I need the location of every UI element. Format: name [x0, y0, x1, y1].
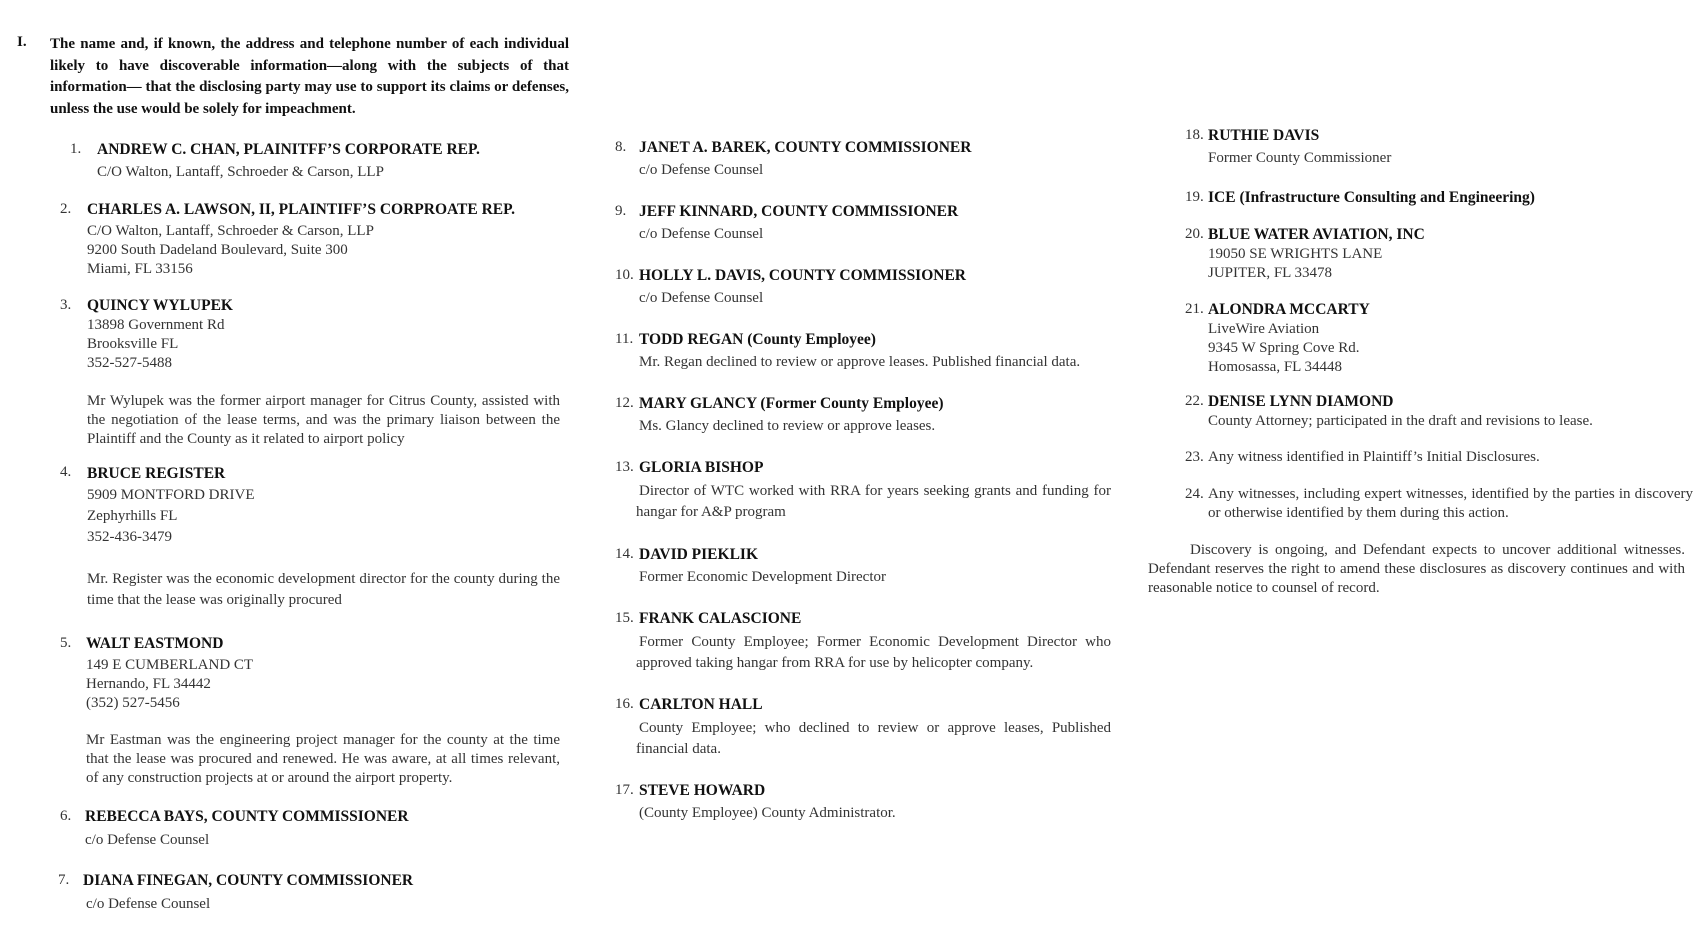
witness-item [58, 871, 413, 914]
item-number: 15. [615, 610, 634, 626]
witness-item [1185, 126, 1391, 168]
witness-name: DAVID PIEKLIK [639, 546, 759, 563]
witness-name: JEFF KINNARD, COUNTY COMMISSIONER [639, 203, 959, 220]
witness-detail: County Attorney; participated in the draft and revisions to lease. [1208, 413, 1593, 429]
item-number: 11. [615, 331, 634, 347]
witness-item [615, 138, 971, 180]
witness-address: c/o Defense Counsel [86, 896, 211, 912]
witness-item [60, 200, 515, 279]
witness-name: TODD REGAN (County Employee) [639, 331, 876, 348]
witness-name: ANDREW C. CHAN, PLAINITFF’S CORPORATE REP. [97, 141, 480, 158]
witness-name: ICE (Infrastructure Consulting and Engineering) [1208, 189, 1535, 206]
witness-description: Mr Eastman was the engineering project manager for the county at the time that the lease was procured and renewed. He was aware, at all times relevant, of any construction projects at or around the airport property. [86, 732, 560, 786]
witness-address: c/o Defense Counsel [639, 162, 764, 178]
item-number: 1. [70, 141, 82, 157]
witness-item [1185, 448, 1540, 467]
witness-name: BLUE WATER AVIATION, INC [1208, 226, 1425, 243]
item-number: 6. [60, 808, 72, 824]
witness-name: ALONDRA MCCARTY [1208, 301, 1370, 318]
witness-detail: (County Employee) County Administrator. [639, 805, 896, 821]
item-number: 4. [60, 464, 72, 480]
witness-item [1185, 485, 1693, 523]
witness-item [615, 545, 886, 587]
witness-address: Hernando, FL 34442 [86, 676, 211, 692]
witness-item [615, 330, 1080, 372]
witness-address: c/o Defense Counsel [639, 290, 764, 306]
witness-address: 13898 Government Rd [87, 317, 225, 333]
witness-name: QUINCY WYLUPEK [87, 297, 233, 314]
witness-address: 9200 South Dadeland Boulevard, Suite 300 [87, 242, 348, 258]
witness-item [1185, 188, 1535, 208]
witness-name: BRUCE REGISTER [87, 465, 226, 482]
witness-description: Former County Employee; Former Economic Development Director who approved taking hangar from RRA for use by helicopter company. [636, 634, 1111, 671]
witness-description: Director of WTC worked with RRA for years seeking grants and funding for hangar for A&P program [636, 483, 1111, 520]
witness-name: RUTHIE DAVIS [1208, 127, 1320, 144]
item-number: 7. [58, 872, 70, 888]
witness-name: JANET A. BAREK, COUNTY COMMISSIONER [639, 139, 972, 156]
witness-address: Brooksville FL [87, 336, 179, 352]
witness-item [615, 202, 958, 244]
witness-name: HOLLY L. DAVIS, COUNTY COMMISSIONER [639, 267, 966, 284]
item-number: 13. [615, 459, 634, 475]
witness-address: LiveWire Aviation [1208, 321, 1320, 337]
witness-address: 19050 SE WRIGHTS LANE [1208, 246, 1383, 262]
item-number: 9. [615, 203, 627, 219]
witness-name: FRANK CALASCIONE [639, 610, 802, 627]
witness-item [60, 463, 560, 611]
witness-item [615, 266, 966, 308]
item-number: 8. [615, 139, 627, 155]
item-number: 20. [1185, 226, 1204, 242]
witness-name: CHARLES A. LAWSON, II, PLAINTIFF’S CORPROATE REP. [87, 201, 516, 218]
witness-item [615, 781, 896, 823]
witness-name: CARLTON HALL [639, 696, 763, 713]
witness-item [1185, 392, 1593, 431]
witness-detail: Former Economic Development Director [639, 569, 887, 585]
witness-item [1185, 225, 1425, 283]
witness-name: DENISE LYNN DIAMOND [1208, 393, 1394, 410]
section-number: I. [17, 34, 27, 50]
witness-item [615, 394, 944, 436]
witness-phone: 352-436-3479 [87, 529, 172, 545]
witness-address: Homosassa, FL 34448 [1208, 359, 1343, 375]
witness-item [70, 140, 480, 182]
witness-address: C/O Walton, Lantaff, Schroeder & Carson, LLP [97, 164, 384, 180]
witness-detail: Mr. Regan declined to review or approve leases. Published financial data. [639, 354, 1081, 370]
witness-item [615, 609, 1111, 674]
section-heading: The name and, if known, the address and telephone number of each individual likely to have discoverable information—along with the subjects of that information— that the disclosing party may use to support its claims or defenses, unless the use would be solely for impeachment. [50, 36, 569, 117]
closing-paragraph: Discovery is ongoing, and Defendant expects to uncover additional witnesses. Defendant reserves the right to amend these disclosures as discovery continues and with reasonable notice to counsel of record. [1148, 542, 1685, 596]
witness-address: C/O Walton, Lantaff, Schroeder & Carson, LLP [87, 223, 374, 239]
witness-name: REBECCA BAYS, COUNTY COMMISSIONER [85, 808, 409, 825]
witness-address: c/o Defense Counsel [639, 226, 764, 242]
witness-name: GLORIA BISHOP [639, 459, 764, 476]
witness-item [615, 458, 1111, 523]
item-number: 22. [1185, 393, 1204, 409]
item-number: 21. [1185, 301, 1204, 317]
witness-description: Mr. Register was the economic development director for the county during the time that the lease was originally procured [87, 571, 560, 608]
witness-detail: Ms. Glancy declined to review or approve leases. [639, 418, 936, 434]
item-number: 12. [615, 395, 634, 411]
witness-address: 5909 MONTFORD DRIVE [87, 487, 255, 503]
item-number: 5. [60, 635, 72, 651]
item-number: 14. [615, 546, 634, 562]
item-number: 23. [1185, 449, 1204, 465]
witness-phone: 352-527-5488 [87, 355, 172, 371]
item-number: 10. [615, 267, 634, 283]
witness-address: 149 E CUMBERLAND CT [86, 657, 254, 673]
witness-item [60, 634, 560, 788]
witness-item [1185, 300, 1370, 377]
witness-text: Any witness identified in Plaintiff’s Initial Disclosures. [1208, 449, 1540, 465]
witness-phone: (352) 527-5456 [86, 695, 180, 711]
item-number: 19. [1185, 189, 1204, 205]
item-number: 3. [60, 297, 72, 313]
witness-address: 9345 W Spring Cove Rd. [1208, 340, 1360, 356]
item-number: 16. [615, 696, 634, 712]
item-number: 17. [615, 782, 634, 798]
item-number: 2. [60, 201, 72, 217]
witness-name: STEVE HOWARD [639, 782, 766, 799]
witness-address: Zephyrhills FL [87, 508, 178, 524]
witness-name: WALT EASTMOND [86, 635, 224, 652]
item-number: 18. [1185, 127, 1204, 143]
witness-description: County Employee; who declined to review or approve leases, Published financial data. [636, 720, 1111, 757]
witness-item [60, 296, 560, 449]
witness-description: Mr Wylupek was the former airport manager for Citrus County, assisted with the negotiation of the lease terms, and was the primary liaison between the Plaintiff and the County as it related to airport policy [87, 393, 560, 447]
witness-item [60, 807, 409, 850]
witness-detail: Former County Commissioner [1208, 150, 1392, 166]
witness-name: DIANA FINEGAN, COUNTY COMMISSIONER [83, 872, 414, 889]
witness-text: Any witnesses, including expert witnesses, identified by the parties in discovery or otherwise identified by them during this action. [1208, 486, 1693, 521]
witness-item [615, 695, 1111, 760]
witness-address: Miami, FL 33156 [87, 261, 193, 277]
witness-address: JUPITER, FL 33478 [1208, 265, 1333, 281]
item-number: 24. [1185, 486, 1204, 502]
witness-name: MARY GLANCY (Former County Employee) [639, 395, 944, 412]
witness-address: c/o Defense Counsel [85, 832, 210, 848]
